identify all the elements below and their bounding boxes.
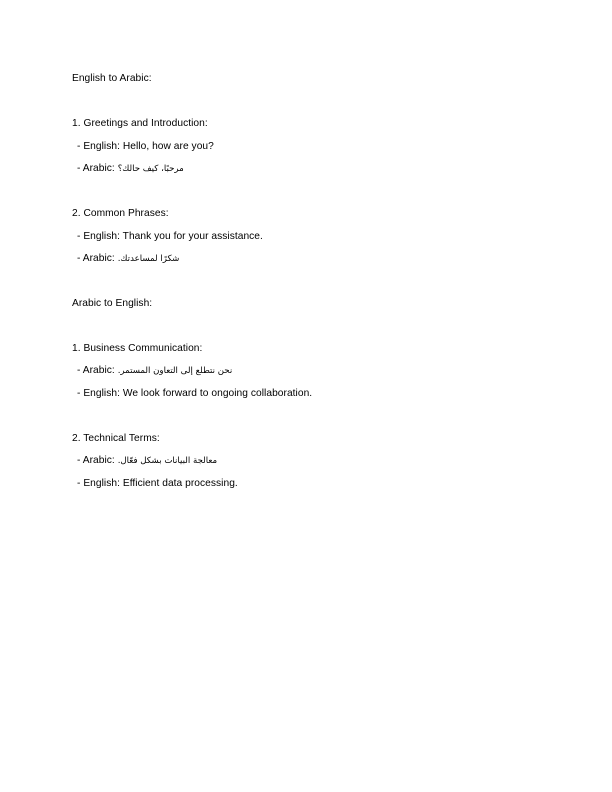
item-title-common-phrases bbox=[72, 207, 169, 220]
arabic-line-greetings bbox=[77, 162, 184, 176]
line-label: - English: bbox=[77, 141, 123, 152]
item-title-text: 1. Business Communication: bbox=[72, 343, 203, 354]
english-text: Thank you for your assistance. bbox=[122, 231, 263, 242]
english-line-common-phrases bbox=[77, 230, 263, 243]
item-title-text: 1. Greetings and Introduction: bbox=[72, 118, 208, 129]
arabic-line-technical-terms bbox=[77, 454, 217, 468]
arabic-text: شكرًا لمساعدتك. bbox=[117, 254, 180, 264]
item-title-business-communication bbox=[72, 342, 202, 355]
arabic-line-business-communication bbox=[77, 364, 232, 378]
english-text: Efficient data processing. bbox=[122, 478, 238, 489]
item-title-text: 2. Common Phrases: bbox=[72, 208, 169, 219]
line-label: - English: bbox=[77, 388, 123, 399]
line-label: - English: bbox=[77, 478, 123, 489]
english-text: We look forward to ongoing collaboration. bbox=[122, 388, 313, 399]
item-title-greetings bbox=[72, 117, 208, 130]
english-line-technical-terms bbox=[77, 477, 238, 490]
item-title-technical-terms bbox=[72, 432, 160, 445]
line-label: - Arabic: bbox=[77, 455, 118, 466]
line-label: - Arabic: bbox=[77, 253, 118, 264]
section-heading-text: English to Arabic: bbox=[72, 73, 152, 84]
section-heading-arabic-to-english bbox=[72, 297, 152, 310]
arabic-text: معالجة البيانات بشكل فعّال. bbox=[117, 456, 218, 466]
line-label: - Arabic: bbox=[77, 365, 118, 376]
english-text: Hello, how are you? bbox=[122, 141, 214, 152]
section-heading-english-to-arabic bbox=[72, 72, 152, 85]
item-title-text: 2. Technical Terms: bbox=[72, 433, 160, 444]
arabic-text: نحن نتطلع إلى التعاون المستمر. bbox=[117, 366, 233, 376]
english-line-greetings bbox=[77, 140, 214, 153]
line-label: - Arabic: bbox=[77, 163, 118, 174]
section-heading-text: Arabic to English: bbox=[72, 298, 153, 309]
arabic-text: مرحبًا، كيف حالك؟ bbox=[117, 164, 184, 174]
arabic-line-common-phrases bbox=[77, 252, 179, 266]
english-line-business-communication bbox=[77, 387, 312, 400]
line-label: - English: bbox=[77, 231, 123, 242]
